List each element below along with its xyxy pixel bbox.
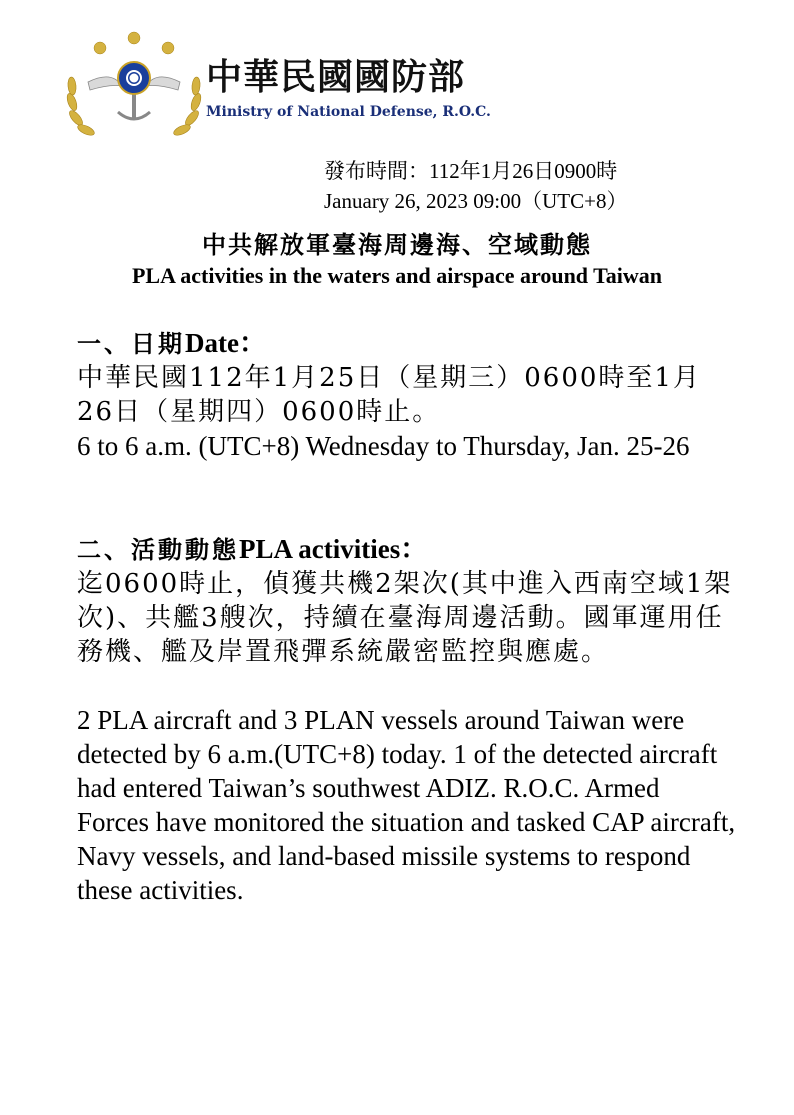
section-activities-text-en: 2 PLA aircraft and 3 PLAN vessels around Taiwan were detected by 6 a.m.(UTC+8) today. 1 of the detected aircraft had entered Taiwan’s southwest ADIZ. R.O.C. Armed Forces have monitored the situation and tasked CAP aircraft, Navy vessels, and land-based missile systems to respond these activities. — [77, 705, 736, 905]
section-date-heading — [77, 326, 737, 361]
ministry-emblem-icon — [60, 30, 208, 140]
section-activities-heading — [77, 532, 737, 567]
section-activities-text-cn: 迄0600時止，偵獲共機2架次(其中進入西南空域1架次)、共艦3艘次，持續在臺海周邊活動。國軍運用任務機、艦及岸置飛彈系統嚴密監控與應處。 — [77, 569, 733, 667]
org-name-en: Ministry of National Defense, R.O.C. — [206, 104, 491, 120]
section-activities — [77, 532, 737, 907]
section-date-heading-en: Date： — [185, 328, 266, 358]
release-time-cn: 發布時間：112年1月26日0900時 — [324, 159, 618, 183]
title-en: PLA activities in the waters and airspace around Taiwan — [131, 263, 663, 288]
release-time — [324, 156, 628, 216]
section-date-text-en: 6 to 6 a.m. (UTC+8) Wednesday to Thursday, Jan. 25-26 — [77, 431, 690, 461]
section-activities-heading-en: PLA activities： — [239, 534, 428, 564]
section-date-heading-cn: 一、日期 — [77, 330, 185, 358]
release-time-en: January 26, 2023 09:00（UTC+8） — [324, 189, 628, 213]
section-date-text-cn: 中華民國112年1月25日（星期三）0600時至1月26日（星期四）0600時止。 — [77, 363, 701, 427]
title-cn: 中共解放軍臺海周邊海、空域動態 — [202, 231, 592, 259]
section-activities-heading-cn: 二、活動動態 — [77, 536, 239, 564]
org-name-cn: 中華民國國防部 — [206, 57, 466, 98]
section-date — [77, 326, 737, 463]
